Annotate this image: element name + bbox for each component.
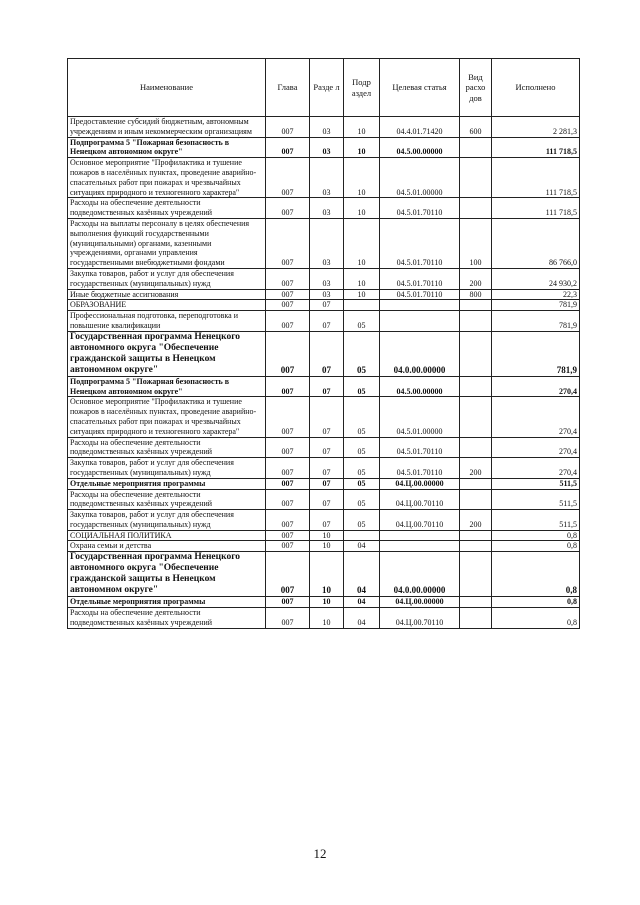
table-row	[68, 137, 580, 158]
cell-chapter: 007	[266, 311, 310, 332]
cell-kind: 200	[460, 458, 492, 479]
cell-chapter: 007	[266, 608, 310, 629]
cell-name: Расходы на обеспечение деятельности подведомственных казённых учреждений	[68, 489, 266, 510]
cell-target: 04.0.00.00000	[380, 552, 460, 597]
table-body	[68, 117, 580, 629]
cell-executed: 511,5	[492, 510, 580, 531]
cell-chapter: 007	[266, 397, 310, 437]
cell-name: Охрана семьи и детства	[68, 541, 266, 552]
cell-executed: 111 718,5	[492, 137, 580, 158]
cell-name: Иные бюджетные ассигнования	[68, 289, 266, 300]
cell-section: 07	[310, 397, 344, 437]
cell-kind: 200	[460, 268, 492, 289]
cell-section: 03	[310, 158, 344, 198]
cell-subsection: 10	[344, 289, 380, 300]
cell-executed: 0,8	[492, 552, 580, 597]
cell-executed: 0,8	[492, 541, 580, 552]
cell-executed: 2 281,3	[492, 117, 580, 138]
cell-chapter: 007	[266, 198, 310, 219]
cell-executed: 270,4	[492, 437, 580, 458]
cell-chapter: 007	[266, 489, 310, 510]
cell-subsection: 05	[344, 397, 380, 437]
cell-section: 10	[310, 530, 344, 541]
cell-subsection: 05	[344, 331, 380, 376]
cell-kind: 600	[460, 117, 492, 138]
cell-name: Подпрограмма 5 "Пожарная безопасность в Ненецком автономном округе"	[68, 137, 266, 158]
cell-kind: 200	[460, 510, 492, 531]
cell-executed: 781,9	[492, 300, 580, 311]
table-row	[68, 289, 580, 300]
cell-name: СОЦИАЛЬНАЯ ПОЛИТИКА	[68, 530, 266, 541]
cell-subsection: 05	[344, 437, 380, 458]
cell-name: Расходы на выплаты персоналу в целях обеспечения выполнения функций государственными (муниципальными) органами, казенными учреждениями, органами управления государственными внебюджетными фондами	[68, 218, 266, 268]
cell-name: Расходы на обеспечение деятельности подведомственных казённых учреждений	[68, 198, 266, 219]
cell-subsection: 10	[344, 158, 380, 198]
cell-subsection: 05	[344, 478, 380, 489]
cell-kind	[460, 437, 492, 458]
cell-name: Профессиональная подготовка, переподготовка и повышение квалификации	[68, 311, 266, 332]
table-row	[68, 489, 580, 510]
cell-kind	[460, 541, 492, 552]
cell-target: 04.5.01.00000	[380, 158, 460, 198]
cell-name: Подпрограмма 5 "Пожарная безопасность в Ненецком автономном округе"	[68, 376, 266, 397]
cell-executed: 270,4	[492, 376, 580, 397]
cell-section: 07	[310, 376, 344, 397]
cell-section: 07	[310, 437, 344, 458]
cell-subsection: 10	[344, 218, 380, 268]
cell-name: Закупка товаров, работ и услуг для обеспечения государственных (муниципальных) нужд	[68, 458, 266, 479]
budget-execution-table	[67, 58, 580, 629]
cell-kind	[460, 552, 492, 597]
cell-name: Основное мероприятие "Профилактика и тушение пожаров в населённых пунктах, проведение аварийно-спасательных работ при пожарах и чрезвычайных ситуациях природного и техногенного характера"	[68, 397, 266, 437]
table-row	[68, 376, 580, 397]
header-kind: Вид расхо дов	[460, 59, 492, 117]
cell-chapter: 007	[266, 437, 310, 458]
cell-subsection: 10	[344, 198, 380, 219]
cell-subsection: 10	[344, 268, 380, 289]
cell-chapter: 007	[266, 458, 310, 479]
table-row	[68, 218, 580, 268]
cell-name: Предоставление субсидий бюджетным, автономным учреждениям и иным некоммерческим организациям	[68, 117, 266, 138]
cell-target: 04.Ц.00.00000	[380, 597, 460, 608]
cell-chapter: 007	[266, 552, 310, 597]
table-row	[68, 597, 580, 608]
cell-target: 04.5.01.70110	[380, 218, 460, 268]
cell-chapter: 007	[266, 137, 310, 158]
cell-subsection: 10	[344, 137, 380, 158]
cell-chapter: 007	[266, 376, 310, 397]
cell-name: Закупка товаров, работ и услуг для обеспечения государственных (муниципальных) нужд	[68, 268, 266, 289]
cell-section: 07	[310, 331, 344, 376]
cell-section: 03	[310, 289, 344, 300]
cell-target: 04.4.01.71420	[380, 117, 460, 138]
cell-chapter: 007	[266, 300, 310, 311]
cell-section: 07	[310, 458, 344, 479]
cell-section: 10	[310, 552, 344, 597]
cell-section: 07	[310, 510, 344, 531]
cell-kind	[460, 376, 492, 397]
cell-target: 04.5.01.70110	[380, 198, 460, 219]
cell-section: 10	[310, 597, 344, 608]
cell-subsection: 05	[344, 458, 380, 479]
cell-subsection: 04	[344, 552, 380, 597]
page-number: 12	[313, 846, 327, 861]
cell-executed: 270,4	[492, 458, 580, 479]
header-target: Целевая статья	[380, 59, 460, 117]
cell-target: 04.0.00.00000	[380, 331, 460, 376]
cell-name: Отдельные мероприятия программы	[68, 597, 266, 608]
cell-executed: 511,5	[492, 489, 580, 510]
cell-kind: 800	[460, 289, 492, 300]
cell-section: 10	[310, 541, 344, 552]
cell-name: Расходы на обеспечение деятельности подведомственных казённых учреждений	[68, 608, 266, 629]
cell-kind	[460, 158, 492, 198]
table-row	[68, 300, 580, 311]
header-section: Разде л	[310, 59, 344, 117]
cell-chapter: 007	[266, 331, 310, 376]
cell-chapter: 007	[266, 268, 310, 289]
cell-name: Государственная программа Ненецкого автономного округа "Обеспечение гражданской защиты в Ненецком автономном округе"	[68, 552, 266, 597]
cell-chapter: 007	[266, 510, 310, 531]
cell-executed: 22,3	[492, 289, 580, 300]
header-chapter: Глава	[266, 59, 310, 117]
cell-kind	[460, 530, 492, 541]
cell-chapter: 007	[266, 478, 310, 489]
cell-section: 03	[310, 218, 344, 268]
table-header-row	[68, 59, 580, 117]
cell-chapter: 007	[266, 289, 310, 300]
header-name: Наименование	[68, 59, 266, 117]
cell-subsection: 05	[344, 311, 380, 332]
cell-kind: 100	[460, 218, 492, 268]
table-row	[68, 198, 580, 219]
cell-kind	[460, 300, 492, 311]
table-row	[68, 397, 580, 437]
cell-executed: 111 718,5	[492, 198, 580, 219]
cell-target: 04.5.01.70110	[380, 268, 460, 289]
cell-name: Закупка товаров, работ и услуг для обеспечения государственных (муниципальных) нужд	[68, 510, 266, 531]
cell-executed: 0,8	[492, 608, 580, 629]
cell-chapter: 007	[266, 597, 310, 608]
cell-section: 07	[310, 489, 344, 510]
cell-executed: 24 930,2	[492, 268, 580, 289]
cell-subsection	[344, 530, 380, 541]
cell-target: 04.5.01.70110	[380, 289, 460, 300]
table-row	[68, 510, 580, 531]
cell-name: Расходы на обеспечение деятельности подведомственных казённых учреждений	[68, 437, 266, 458]
cell-chapter: 007	[266, 218, 310, 268]
cell-executed: 781,9	[492, 311, 580, 332]
cell-target: 04.5.01.70110	[380, 458, 460, 479]
cell-subsection: 05	[344, 376, 380, 397]
cell-executed: 270,4	[492, 397, 580, 437]
cell-kind	[460, 397, 492, 437]
cell-section: 07	[310, 478, 344, 489]
cell-name: ОБРАЗОВАНИЕ	[68, 300, 266, 311]
cell-kind	[460, 198, 492, 219]
cell-chapter: 007	[266, 530, 310, 541]
cell-target: 04.5.01.70110	[380, 437, 460, 458]
cell-target	[380, 530, 460, 541]
cell-kind	[460, 137, 492, 158]
cell-section: 03	[310, 117, 344, 138]
cell-executed: 781,9	[492, 331, 580, 376]
cell-section: 03	[310, 137, 344, 158]
cell-section: 10	[310, 608, 344, 629]
cell-chapter: 007	[266, 117, 310, 138]
cell-section: 07	[310, 300, 344, 311]
cell-subsection	[344, 300, 380, 311]
cell-kind	[460, 489, 492, 510]
header-subsection: Подр аздел	[344, 59, 380, 117]
cell-subsection: 04	[344, 608, 380, 629]
cell-kind	[460, 478, 492, 489]
table-row	[68, 268, 580, 289]
cell-target: 04.Ц.00.70110	[380, 489, 460, 510]
table-row	[68, 437, 580, 458]
cell-subsection: 04	[344, 597, 380, 608]
cell-target: 04.Ц.00.70110	[380, 510, 460, 531]
table-row	[68, 458, 580, 479]
cell-section: 03	[310, 198, 344, 219]
table-row	[68, 117, 580, 138]
table-row	[68, 158, 580, 198]
cell-subsection: 04	[344, 541, 380, 552]
cell-target: 04.5.00.00000	[380, 137, 460, 158]
table-row	[68, 530, 580, 541]
cell-name: Государственная программа Ненецкого автономного округа "Обеспечение гражданской защиты в Ненецком автономном округе"	[68, 331, 266, 376]
cell-section: 03	[310, 268, 344, 289]
table-row	[68, 478, 580, 489]
cell-section: 07	[310, 311, 344, 332]
cell-target: 04.Ц.00.70110	[380, 608, 460, 629]
cell-chapter: 007	[266, 158, 310, 198]
cell-target	[380, 311, 460, 332]
cell-target: 04.Ц.00.00000	[380, 478, 460, 489]
cell-executed: 511,5	[492, 478, 580, 489]
cell-kind	[460, 331, 492, 376]
table-row	[68, 552, 580, 597]
cell-subsection: 05	[344, 510, 380, 531]
cell-name: Отдельные мероприятия программы	[68, 478, 266, 489]
table-row	[68, 608, 580, 629]
cell-executed: 111 718,5	[492, 158, 580, 198]
cell-executed: 86 766,0	[492, 218, 580, 268]
cell-executed: 0,8	[492, 530, 580, 541]
cell-target	[380, 300, 460, 311]
cell-kind	[460, 608, 492, 629]
cell-subsection: 05	[344, 489, 380, 510]
header-executed: Исполнено	[492, 59, 580, 117]
cell-executed: 0,8	[492, 597, 580, 608]
table-row	[68, 311, 580, 332]
table-row	[68, 541, 580, 552]
cell-target	[380, 541, 460, 552]
cell-chapter: 007	[266, 541, 310, 552]
cell-target: 04.5.01.00000	[380, 397, 460, 437]
cell-kind	[460, 311, 492, 332]
table-row	[68, 331, 580, 376]
cell-subsection: 10	[344, 117, 380, 138]
cell-name: Основное мероприятие "Профилактика и тушение пожаров в населённых пунктах, проведение аварийно-спасательных работ при пожарах и чрезвычайных ситуациях природного и техногенного характера"	[68, 158, 266, 198]
cell-kind	[460, 597, 492, 608]
cell-target: 04.5.00.00000	[380, 376, 460, 397]
